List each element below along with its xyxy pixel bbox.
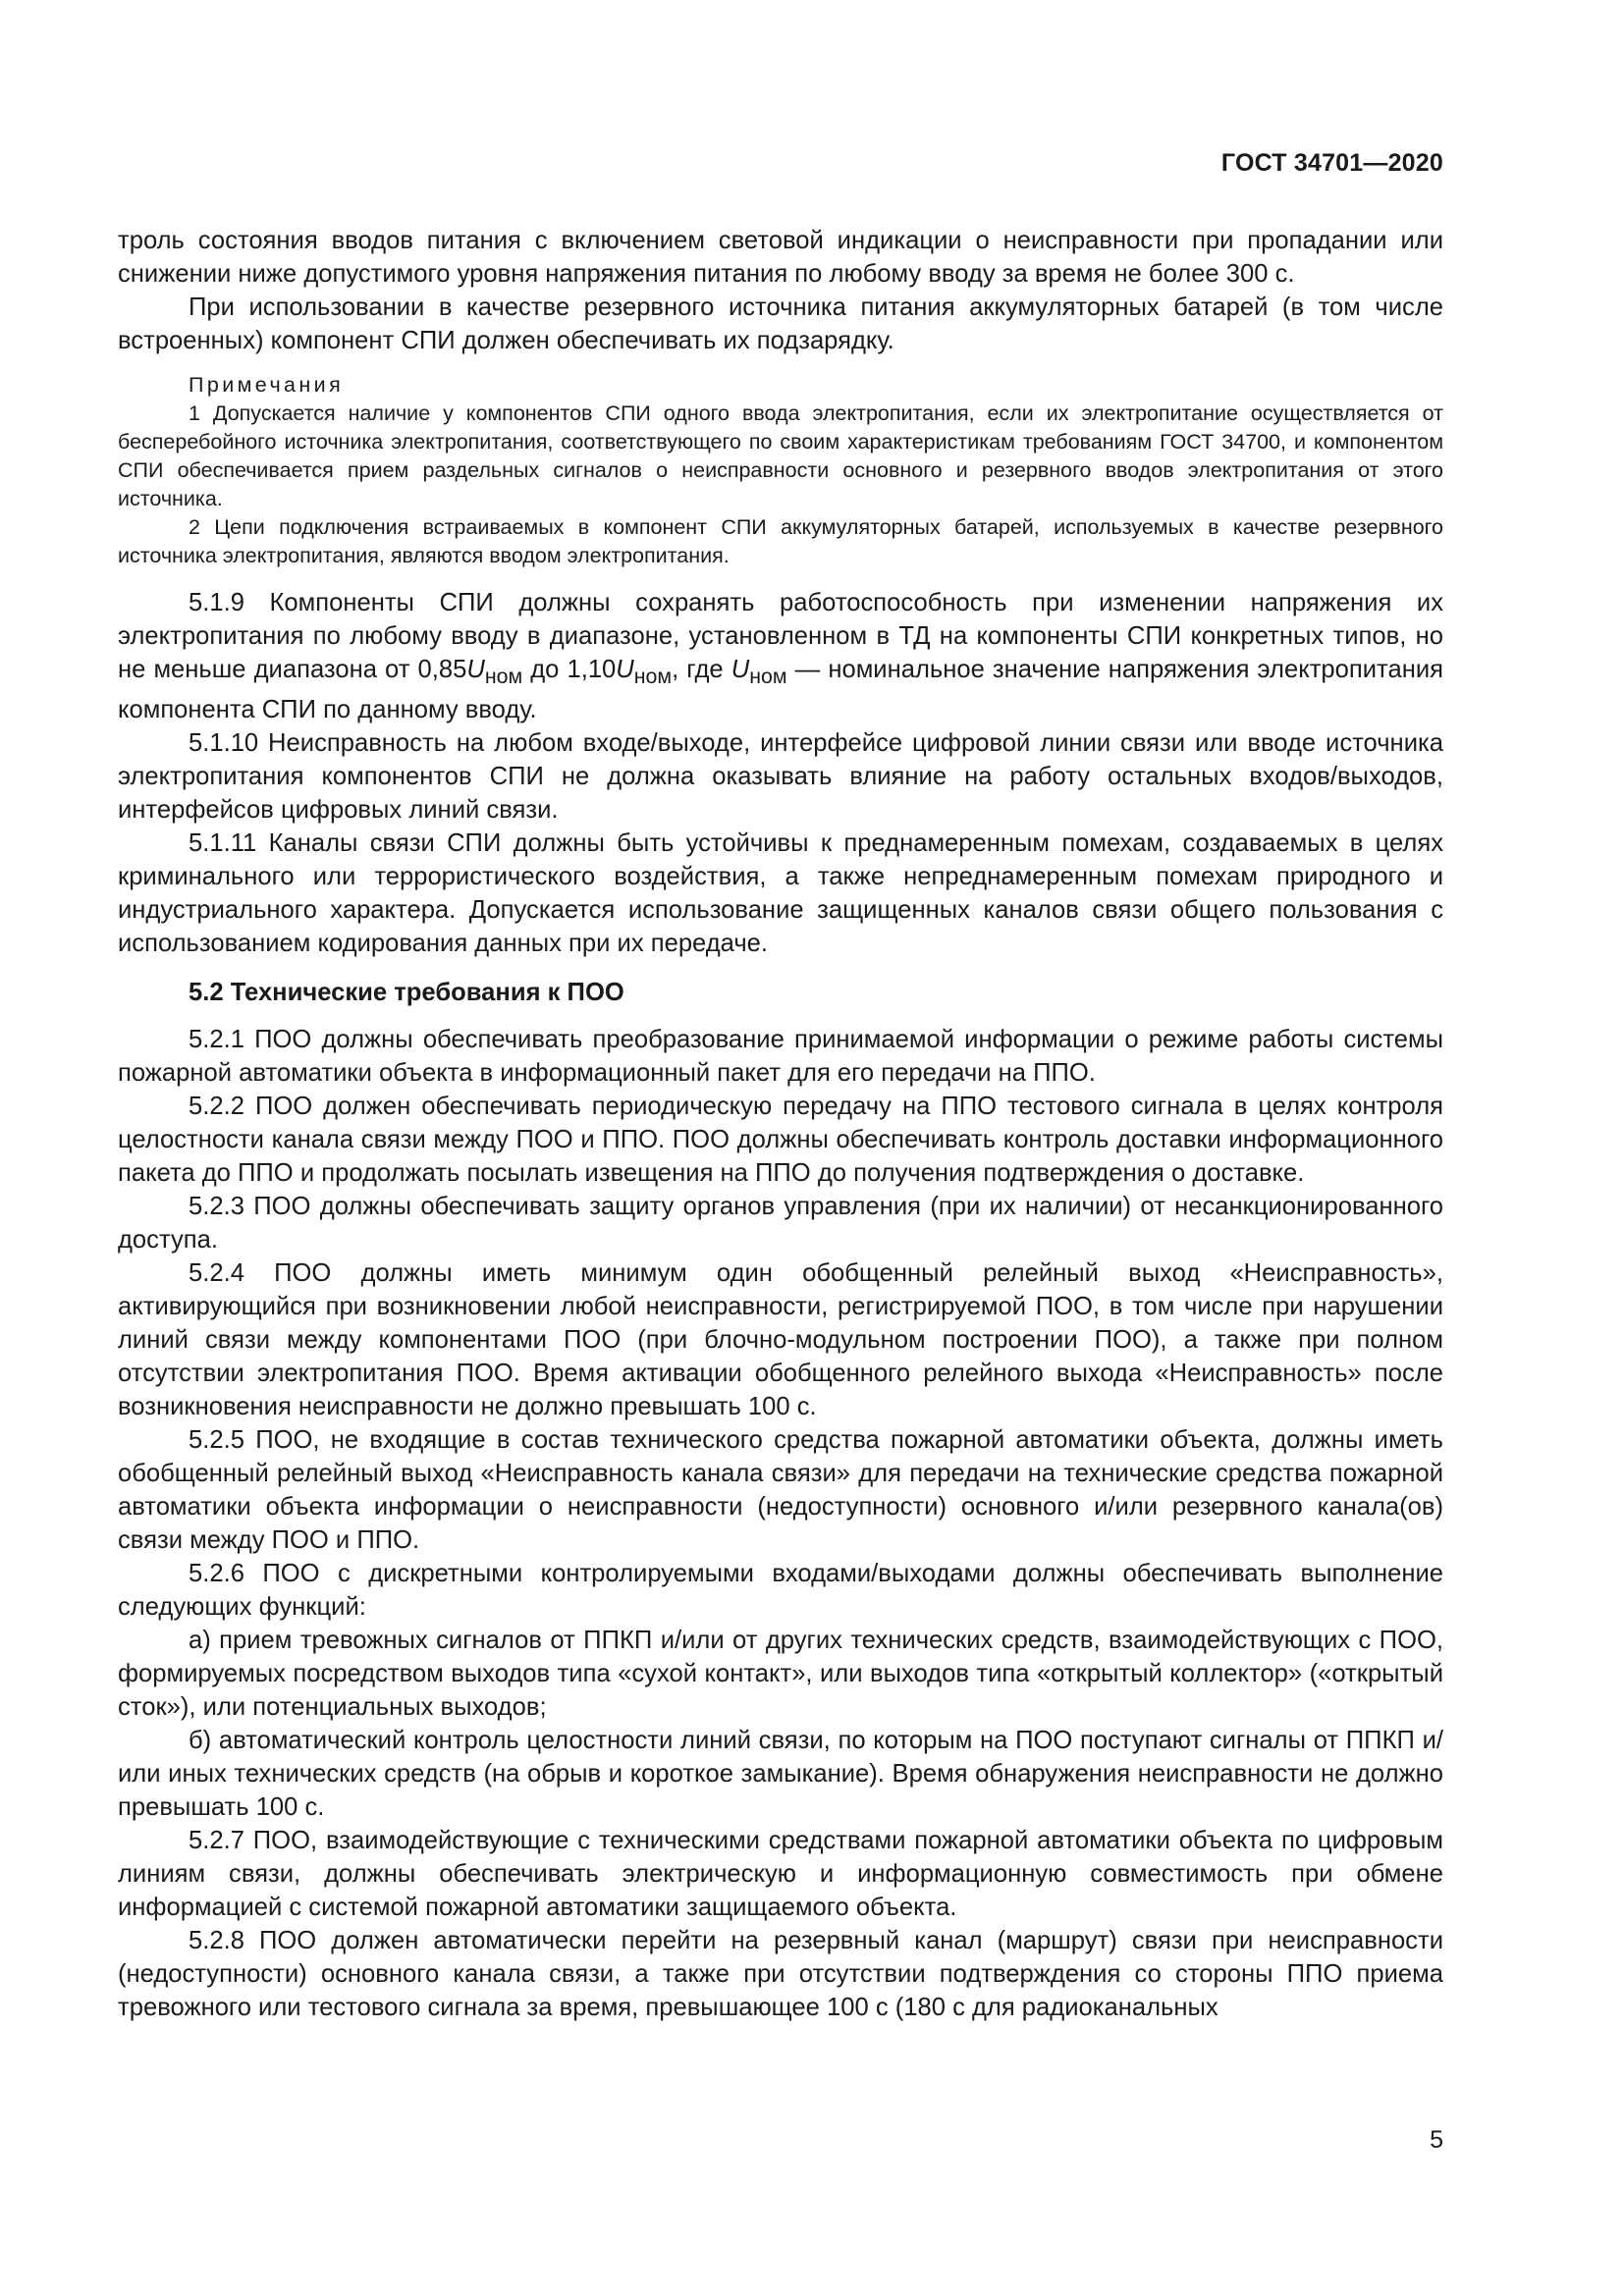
text-run: , где <box>672 656 731 683</box>
note-item: 2 Цепи подключения встраиваемых в компонент СПИ аккумуляторных батарей, используемых в качестве резервного источника электропитания, являются вводом электропитания. <box>118 515 1443 567</box>
text-run: — номинальное значение напряжения электропитания компонента СПИ по данному вводу. <box>118 656 1444 724</box>
voltage-subscript: ном <box>633 665 673 689</box>
voltage-symbol: U <box>466 656 485 683</box>
paragraph: 5.1.10 Неисправность на любом входе/выходе, интерфейсе цифровой линии связи или вводе источника электропитания компонентов СПИ не должна оказывать влияние на работу остальных входов/выходов, интерфейсов цифровых линий связи. <box>118 729 1443 825</box>
document-body <box>118 224 1443 2024</box>
paragraph: 5.2.1 ПОО должны обеспечивать преобразование принимаемой информации о режиме работы системы пожарной автоматики объекта в информационный пакет для его передачи на ППО. <box>118 1026 1443 1088</box>
voltage-subscript: ном <box>749 665 787 689</box>
paragraph: При использовании в качестве резервного источника питания аккумуляторных батарей (в том числе встроенных) компонент СПИ должен обеспечивать их подзарядку. <box>118 294 1443 354</box>
paragraph: 5.2.5 ПОО, не входящие в состав технического средства пожарной автоматики объекта, должны иметь обобщенный релейный выход «Неисправность канала связи» для передачи на технические средства пожарной автоматики объекта информации о неисправности (недоступности) основного и/или резервного канала(ов) связи между ПОО и ППО. <box>118 1426 1443 1555</box>
note-item: 1 Допускается наличие у компонентов СПИ одного ввода электропитания, если их электропитание осуществляется от бесперебойного источника электропитания, соответствующего по своим характеристикам требованиям ГОСТ 34700, и компонентом СПИ обеспечивается прием раздельных сигналов о неисправности основного и резервного вводов электропитания от этого источника. <box>118 401 1443 510</box>
list-item: б) автоматический контроль целостности линий связи, по которым на ПОО поступают сигналы от ППКП и/или иных технических средств (на обрыв и короткое замыкание). Время обнаружения неисправности не должно превышать 100 с. <box>118 1727 1443 1822</box>
paragraph: 5.2.7 ПОО, взаимодействующие с техническими средствами пожарной автоматики объекта по цифровым линиям связи, должны обеспечивать электрическую и информационную совместимость при обмене информацией с системой пожарной автоматики защищаемого объекта. <box>118 1827 1443 1922</box>
paragraph: 5.2.3 ПОО должны обеспечивать защиту органов управления (при их наличии) от несанкционированного доступа. <box>118 1193 1443 1255</box>
paragraph: 5.2.6 ПОО с дискретными контролируемыми входами/выходами должны обеспечивать выполнение следующих функций: <box>118 1560 1443 1622</box>
list-item: а) прием тревожных сигналов от ППКП и/или от других технических средств, взаимодействующих с ПОО, формируемых посредством выходов типа «сухой контакт», или выходов типа «открытый коллектор» («открытый сток»), или потенциальных выходов; <box>118 1627 1443 1722</box>
paragraph: троль состояния вводов питания с включением световой индикации о неисправности при пропадании или снижении ниже допустимого уровня напряжения питания по любому вводу за время не более 300 с. <box>118 227 1443 288</box>
text-run: 5.1.9 Компоненты СПИ должны сохранять работоспособность при изменении напряжения их электропитания по любому вводу в диапазоне, установленном в ТД на компоненты СПИ конкретных типов, но не меньше диапазона от 0,85 <box>118 589 1443 683</box>
voltage-subscript: ном <box>484 665 523 689</box>
paragraph-5-1-9 <box>118 586 1443 726</box>
section-heading: 5.2 Технические требования к ПОО <box>189 979 624 1007</box>
voltage-symbol: U <box>616 656 634 683</box>
paragraph: 5.2.8 ПОО должен автоматически перейти на резервный канал (маршрут) связи при неисправности (недоступности) основного канала связи, а также при отсутствии подтверждения со стороны ППО приема тревожного или тестового сигнала за время, превышающее 100 с (180 с для радиоканальных <box>118 1927 1443 2022</box>
paragraph: 5.2.2 ПОО должен обеспечивать периодическую передачу на ППО тестового сигнала в целях контроля целостности канала связи между ПОО и ППО. ПОО должны обеспечивать контроль доставки информационного пакета до ППО и продолжать посылать извещения на ППО до получения подтверждения о доставке. <box>118 1093 1443 1188</box>
notes-title: Примечания <box>189 373 345 397</box>
notes-block <box>118 371 1443 570</box>
paragraph: 5.2.4 ПОО должны иметь минимум один обобщенный релейный выход «Неисправность», активирующийся при возникновении любой неисправности, регистрируемой ПОО, в том числе при нарушении линий связи между компонентами ПОО (при блочно-модульном построении ПОО), а также при полном отсутствии электропитания ПОО. Время активации обобщенного релейного выхода «Неисправность» после возникновения неисправности не должно превышать 100 с. <box>118 1259 1443 1421</box>
standard-header: ГОСТ 34701—2020 <box>1220 149 1443 177</box>
paragraph: 5.1.11 Каналы связи СПИ должны быть устойчивы к преднамеренным помехам, создаваемых в целях криминального или террористического воздействия, а также непреднамеренным помехам природного и индустриального характера. Допускается использование защищенных каналов связи общего пользования с использованием кодирования данных при их передаче. <box>118 829 1443 958</box>
page-number: 5 <box>1430 2126 1443 2154</box>
voltage-symbol: U <box>731 656 750 683</box>
text-run: до 1,10 <box>522 656 617 683</box>
